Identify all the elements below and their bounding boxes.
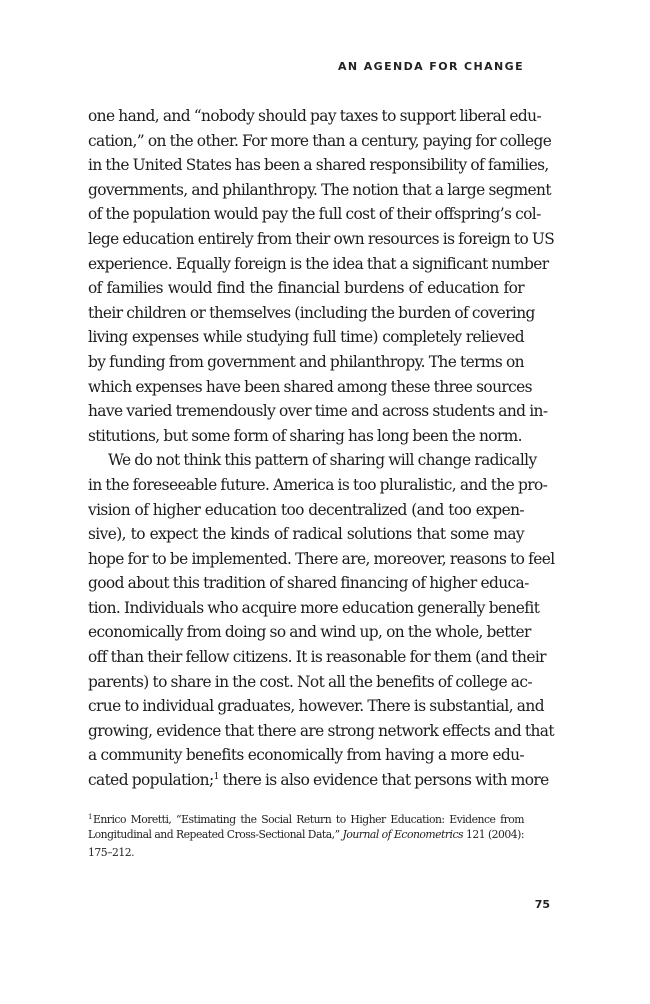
footnote-text: Enrico Moretti, “Estimating the Social Return to Higher Education: Evidence from (92, 813, 524, 826)
text-line: of families would find the financial burdens of education for (88, 279, 524, 298)
text-line: lege education entirely from their own resources is foreign to US (88, 229, 555, 248)
running-head: AN AGENDA FOR CHANGE (338, 60, 524, 73)
text-line: crue to individual graduates, however. There is substantial, and (88, 697, 544, 716)
text-line: living expenses while studying full time) completely relieved (88, 328, 524, 347)
text-line: hope for to be implemented. There are, moreover, reasons to feel (88, 549, 555, 568)
footnote-marker: 1 (88, 813, 92, 821)
footnote-line (88, 826, 524, 844)
journal-title: Journal of Econometrics (342, 828, 464, 841)
text-line: sive), to expect the kinds of radical solutions that some may (88, 525, 524, 544)
text-line: parents) to share in the cost. Not all the benefits of college ac- (88, 672, 532, 691)
footnote-line (88, 808, 524, 826)
text-line: in the United States has been a shared responsibility of families, (88, 156, 549, 175)
text-line (88, 768, 549, 793)
footnote-reference[interactable]: 1 (213, 772, 219, 783)
text-line: vision of higher education too decentralized (and too expen- (88, 500, 524, 519)
text-line: have varied tremendously over time and across students and in- (88, 402, 548, 421)
text-line: economically from doing so and wind up, on the whole, better (88, 623, 531, 642)
text-line: cation,” on the other. For more than a century, paying for college (88, 131, 552, 150)
footnote-text: Longitudinal and Repeated Cross-Sectional Data,” (88, 828, 343, 841)
page-number: 75 (534, 898, 550, 911)
text-line: off than their fellow citizens. It is reasonable for them (and their (88, 648, 546, 667)
text-line: in the foreseeable future. America is too pluralistic, and the pro- (88, 475, 548, 494)
text-line: by funding from government and philanthropy. The terms on (88, 352, 524, 371)
body-text (88, 104, 555, 793)
text-segment: there is also evidence that persons with more (218, 771, 549, 790)
footnote-line: 175–212. (88, 846, 135, 859)
text-line: of the population would pay the full cost of their offspring’s col- (88, 205, 541, 224)
text-line: growing, evidence that there are strong network effects and that (88, 721, 554, 740)
text-line: governments, and philanthropy. The notion that a large segment (88, 180, 551, 199)
text-line: experience. Equally foreign is the idea that a significant number (88, 254, 549, 273)
text-segment: cated population; (88, 771, 214, 790)
text-line: their children or themselves (including the burden of covering (88, 303, 535, 322)
text-line: one hand, and “nobody should pay taxes to support liberal edu- (88, 107, 542, 125)
text-line: tion. Individuals who acquire more education generally benefit (88, 598, 540, 617)
text-line: We do not think this pattern of sharing will change radically (108, 451, 537, 470)
footnote (88, 808, 524, 862)
footnote-text: 121 (2004): (463, 828, 525, 841)
text-line: stitutions, but some form of sharing has long been the norm. (88, 426, 522, 445)
text-line: which expenses have been shared among these three sources (88, 377, 532, 396)
text-line: a community benefits economically from having a more edu- (88, 746, 524, 765)
text-line: good about this tradition of shared financing of higher educa- (88, 574, 529, 593)
